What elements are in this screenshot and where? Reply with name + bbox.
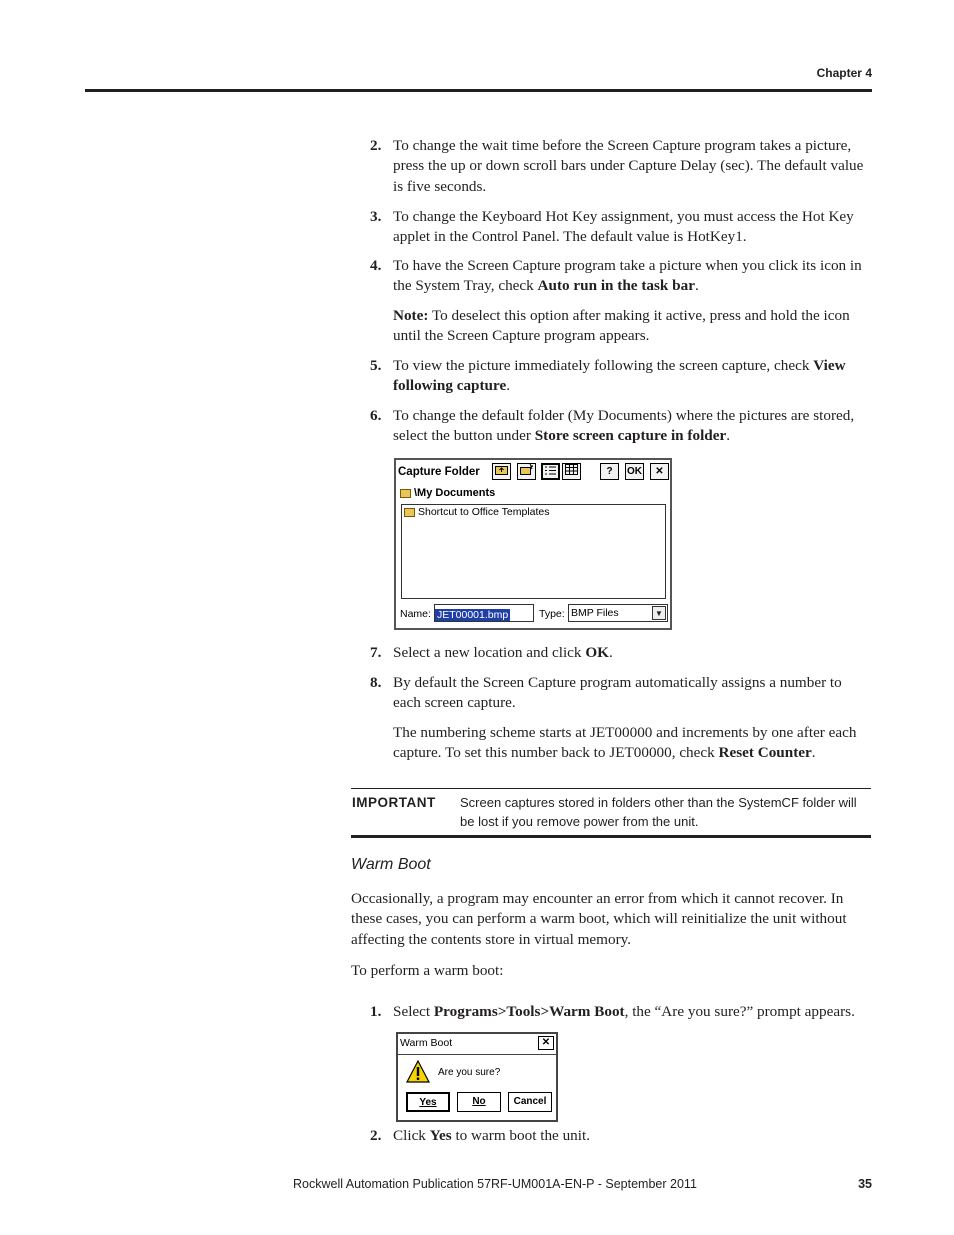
help-button[interactable]: ? — [600, 463, 619, 480]
current-folder-path[interactable]: \My Documents — [400, 487, 495, 499]
header-rule — [85, 89, 872, 92]
numbering-paragraph: The numbering scheme starts at JET00000 and increments by one after each capture. To set this number back to JET00000, check Reset Counter. — [393, 724, 857, 762]
step-text: Select a new location and click OK. — [393, 644, 613, 661]
step-4 — [370, 256, 870, 297]
chevron-down-icon[interactable]: ▼ — [652, 606, 666, 620]
shortcut-folder-icon — [404, 508, 415, 517]
confirm-prompt: Are you sure? — [438, 1067, 501, 1078]
folder-up-icon[interactable] — [492, 463, 511, 480]
important-text: Screen captures stored in folders other than the SystemCF folder will be lost if you remove power from the unit. — [460, 795, 857, 829]
selected-type: BMP Files — [571, 607, 619, 619]
step-number: 2. — [370, 137, 382, 154]
step-number: 5. — [370, 357, 382, 374]
step-text: To have the Screen Capture program take a picture when you click its icon in the System Tray, check Auto run in the task bar. — [393, 257, 862, 295]
page-number: 35 — [858, 1177, 872, 1191]
step-6 — [370, 406, 870, 447]
note-label: Note: — [393, 307, 429, 324]
dialog-titlebar — [396, 460, 670, 484]
section-heading: Warm Boot — [351, 856, 431, 873]
warning-icon — [406, 1060, 430, 1084]
warm-step-1 — [370, 1002, 870, 1022]
cancel-button[interactable]: Cancel — [508, 1092, 552, 1112]
step-text: Click Yes to warm boot the unit. — [393, 1127, 590, 1144]
step-8 — [370, 673, 870, 714]
dialog-title: Capture Folder — [398, 466, 480, 478]
warm-step-2 — [370, 1126, 870, 1146]
step-number: 6. — [370, 407, 382, 424]
close-icon[interactable]: ✕ — [650, 463, 669, 480]
step-number: 4. — [370, 257, 382, 274]
step-number: 3. — [370, 208, 382, 225]
intro-paragraph: Occasionally, a program may encounter an error from which it cannot recover. In these cases, you can perform a warm boot, which will reinitialize the unit without affecting the contents store in virtual memory. — [351, 890, 847, 948]
important-label: IMPORTANT — [352, 795, 436, 810]
name-label: Name: — [400, 608, 431, 620]
to-perform-text: To perform a warm boot: — [351, 962, 504, 979]
capture-folder-dialog — [394, 458, 672, 630]
file-type-select[interactable] — [568, 604, 668, 622]
publication-footer: Rockwell Automation Publication 57RF-UM001A-EN-P - September 2011 — [293, 1177, 697, 1191]
close-icon[interactable]: ✕ — [538, 1036, 554, 1050]
step-text: Select Programs>Tools>Warm Boot, the “Are you sure?” prompt appears. — [393, 1003, 855, 1020]
important-top-rule — [351, 788, 871, 789]
folder-list[interactable] — [401, 504, 666, 599]
step-3 — [370, 207, 870, 248]
important-bottom-rule — [351, 835, 871, 838]
list-item[interactable]: Shortcut to Office Templates — [404, 506, 550, 518]
step-text: To view the picture immediately following the screen capture, check View following capture. — [393, 357, 846, 395]
step-text: To change the Keyboard Hot Key assignment, you must access the Hot Key applet in the Control Panel. The default value is HotKey1. — [393, 208, 854, 246]
chapter-label: Chapter 4 — [816, 66, 872, 80]
step-number: 1. — [370, 1003, 382, 1020]
no-button[interactable]: No — [457, 1092, 501, 1112]
new-folder-icon[interactable] — [517, 463, 536, 480]
step-text: To change the wait time before the Screen Capture program takes a picture, press the up or down scroll bars under Capture Delay (sec). The default value is five seconds. — [393, 137, 864, 195]
step-number: 7. — [370, 644, 382, 661]
type-label: Type: — [539, 608, 565, 620]
step-number: 2. — [370, 1127, 382, 1144]
step-number: 8. — [370, 674, 382, 691]
dialog-titlebar — [398, 1034, 556, 1055]
ok-button[interactable]: OK — [625, 463, 644, 480]
file-name-input[interactable]: JET00001.bmp — [434, 604, 534, 622]
step-2 — [370, 136, 870, 197]
folder-icon — [400, 489, 411, 498]
note-paragraph: Note: To deselect this option after making it active, press and hold the icon until the Screen Capture program appears. — [393, 307, 850, 345]
step-7 — [370, 643, 870, 663]
dialog-title: Warm Boot — [400, 1037, 453, 1049]
details-view-icon[interactable] — [562, 463, 581, 480]
warm-boot-dialog — [396, 1032, 558, 1122]
step-text: By default the Screen Capture program automatically assigns a number to each screen capture. — [393, 674, 842, 712]
yes-button[interactable]: Yes — [406, 1092, 450, 1112]
list-view-icon[interactable] — [541, 463, 560, 480]
step-5 — [370, 356, 870, 397]
step-text: To change the default folder (My Documents) where the pictures are stored, select the button under Store screen capture in folder. — [393, 407, 855, 445]
